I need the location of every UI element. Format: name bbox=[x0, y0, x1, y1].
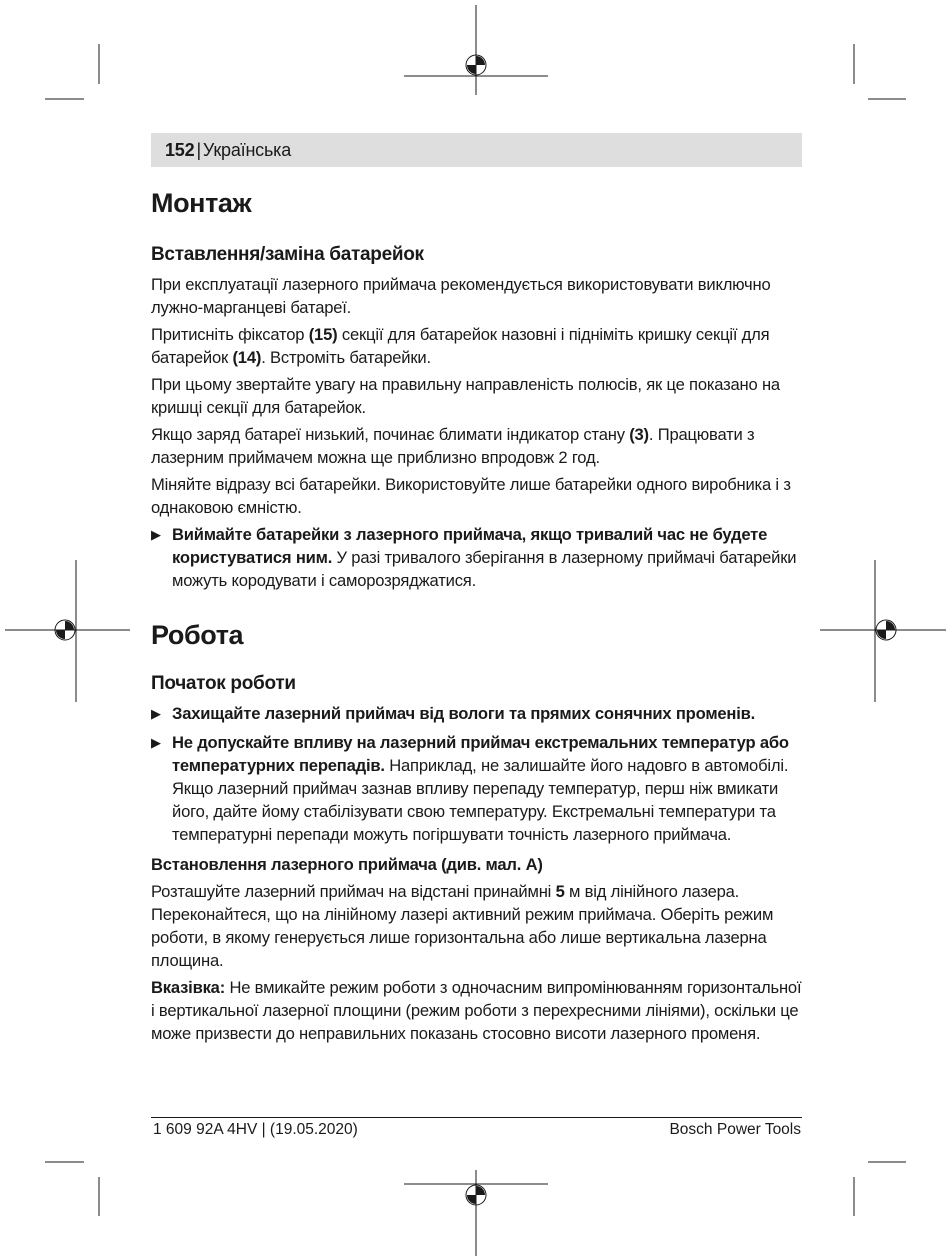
bullet-arrow-icon: ▶ bbox=[151, 735, 161, 750]
bullet-arrow-icon: ▶ bbox=[151, 706, 161, 721]
header-language: Українська bbox=[202, 140, 292, 160]
note-label: Вказівка: bbox=[151, 978, 226, 997]
page-header bbox=[151, 133, 802, 167]
footer-rule bbox=[151, 1117, 802, 1118]
header-text bbox=[165, 133, 291, 167]
page-number: 152 bbox=[165, 140, 195, 160]
paragraph-note: Вказівка: Не вмикайте режим роботи з одночасним випромінюванням горизонтальної і вертикальної лазерної площини (режим роботи з перехресними лініями), оскільки це може призвести до неправильних показань стосовно висоти лазерного променя. bbox=[151, 978, 802, 1043]
footer-doc-id: 1 609 92A 4HV | (19.05.2020) bbox=[153, 1121, 358, 1138]
ref-3: (3) bbox=[629, 425, 649, 444]
ref-15: (15) bbox=[308, 325, 338, 344]
page-content bbox=[151, 180, 802, 1045]
paragraph-low-battery: Якщо заряд батареї низький, починає блимати індикатор стану (3). Працювати з лазерним приймачем можна ще приблизно впродовж 2 год. bbox=[151, 425, 755, 467]
paragraph-setup: Розташуйте лазерний приймач на відстані принаймні 5 м від лінійного лазера. Переконайтеся, що на лінійному лазері активний режим приймача. Оберіть режим роботи, в якому генерується лише горизонтальна або лише вертикальна лазерна площина. bbox=[151, 882, 774, 970]
subsection-title-start: Початок роботи bbox=[151, 673, 296, 694]
header-separator: | bbox=[196, 140, 201, 160]
paragraph-polarity: При цьому звертайте увагу на правильну направленість полюсів, як це показано на кришці секції для батарейок. bbox=[151, 375, 780, 417]
paragraph-replace-all: Міняйте відразу всі батарейки. Використовуйте лише батарейки одного виробника і з однаковою ємністю. bbox=[151, 475, 791, 517]
subsection-title-setup: Встановлення лазерного приймача (див. мал. A) bbox=[151, 855, 543, 874]
subsection-title-batteries: Вставлення/заміна батарейок bbox=[151, 244, 424, 265]
paragraph-battery-type: При експлуатації лазерного приймача рекомендується використовувати виключно лужно-марганцеві батареї. bbox=[151, 275, 771, 317]
bullet-arrow-icon: ▶ bbox=[151, 527, 161, 542]
warning-remove-batteries: ▶ Виймайте батарейки з лазерного приймача, якщо тривалий час не будете користуватися ним. У разі тривалого зберігання в лазерному приймачі батарейки можуть кородувати і саморозряджатися. bbox=[151, 525, 797, 590]
warning-temperature: ▶ Не допускайте впливу на лазерний приймач екстремальних температур або температурних перепадів. Наприклад, не залишайте його надовго в автомобілі. Якщо лазерний приймач зазнав впливу перепаду температур, перш ніж вмикати його, дайте йому стабілізувати свою температуру. Екстремальні температури та температурні перепади можуть погіршувати точність лазерного приймача. bbox=[151, 733, 789, 844]
section-title-mounting: Монтаж bbox=[151, 188, 252, 218]
paragraph-insert-batteries: Притисніть фіксатор (15) секції для батарейок назовні і підніміть кришку секції для батарейок (14). Встроміть батарейки. bbox=[151, 325, 770, 367]
footer-brand: Bosch Power Tools bbox=[669, 1121, 801, 1138]
distance-value: 5 bbox=[555, 882, 565, 901]
section-title-operation: Робота bbox=[151, 620, 244, 650]
warning-moisture: ▶ Захищайте лазерний приймач від вологи та прямих сонячних променів. bbox=[151, 704, 756, 723]
ref-14: (14) bbox=[232, 348, 262, 367]
